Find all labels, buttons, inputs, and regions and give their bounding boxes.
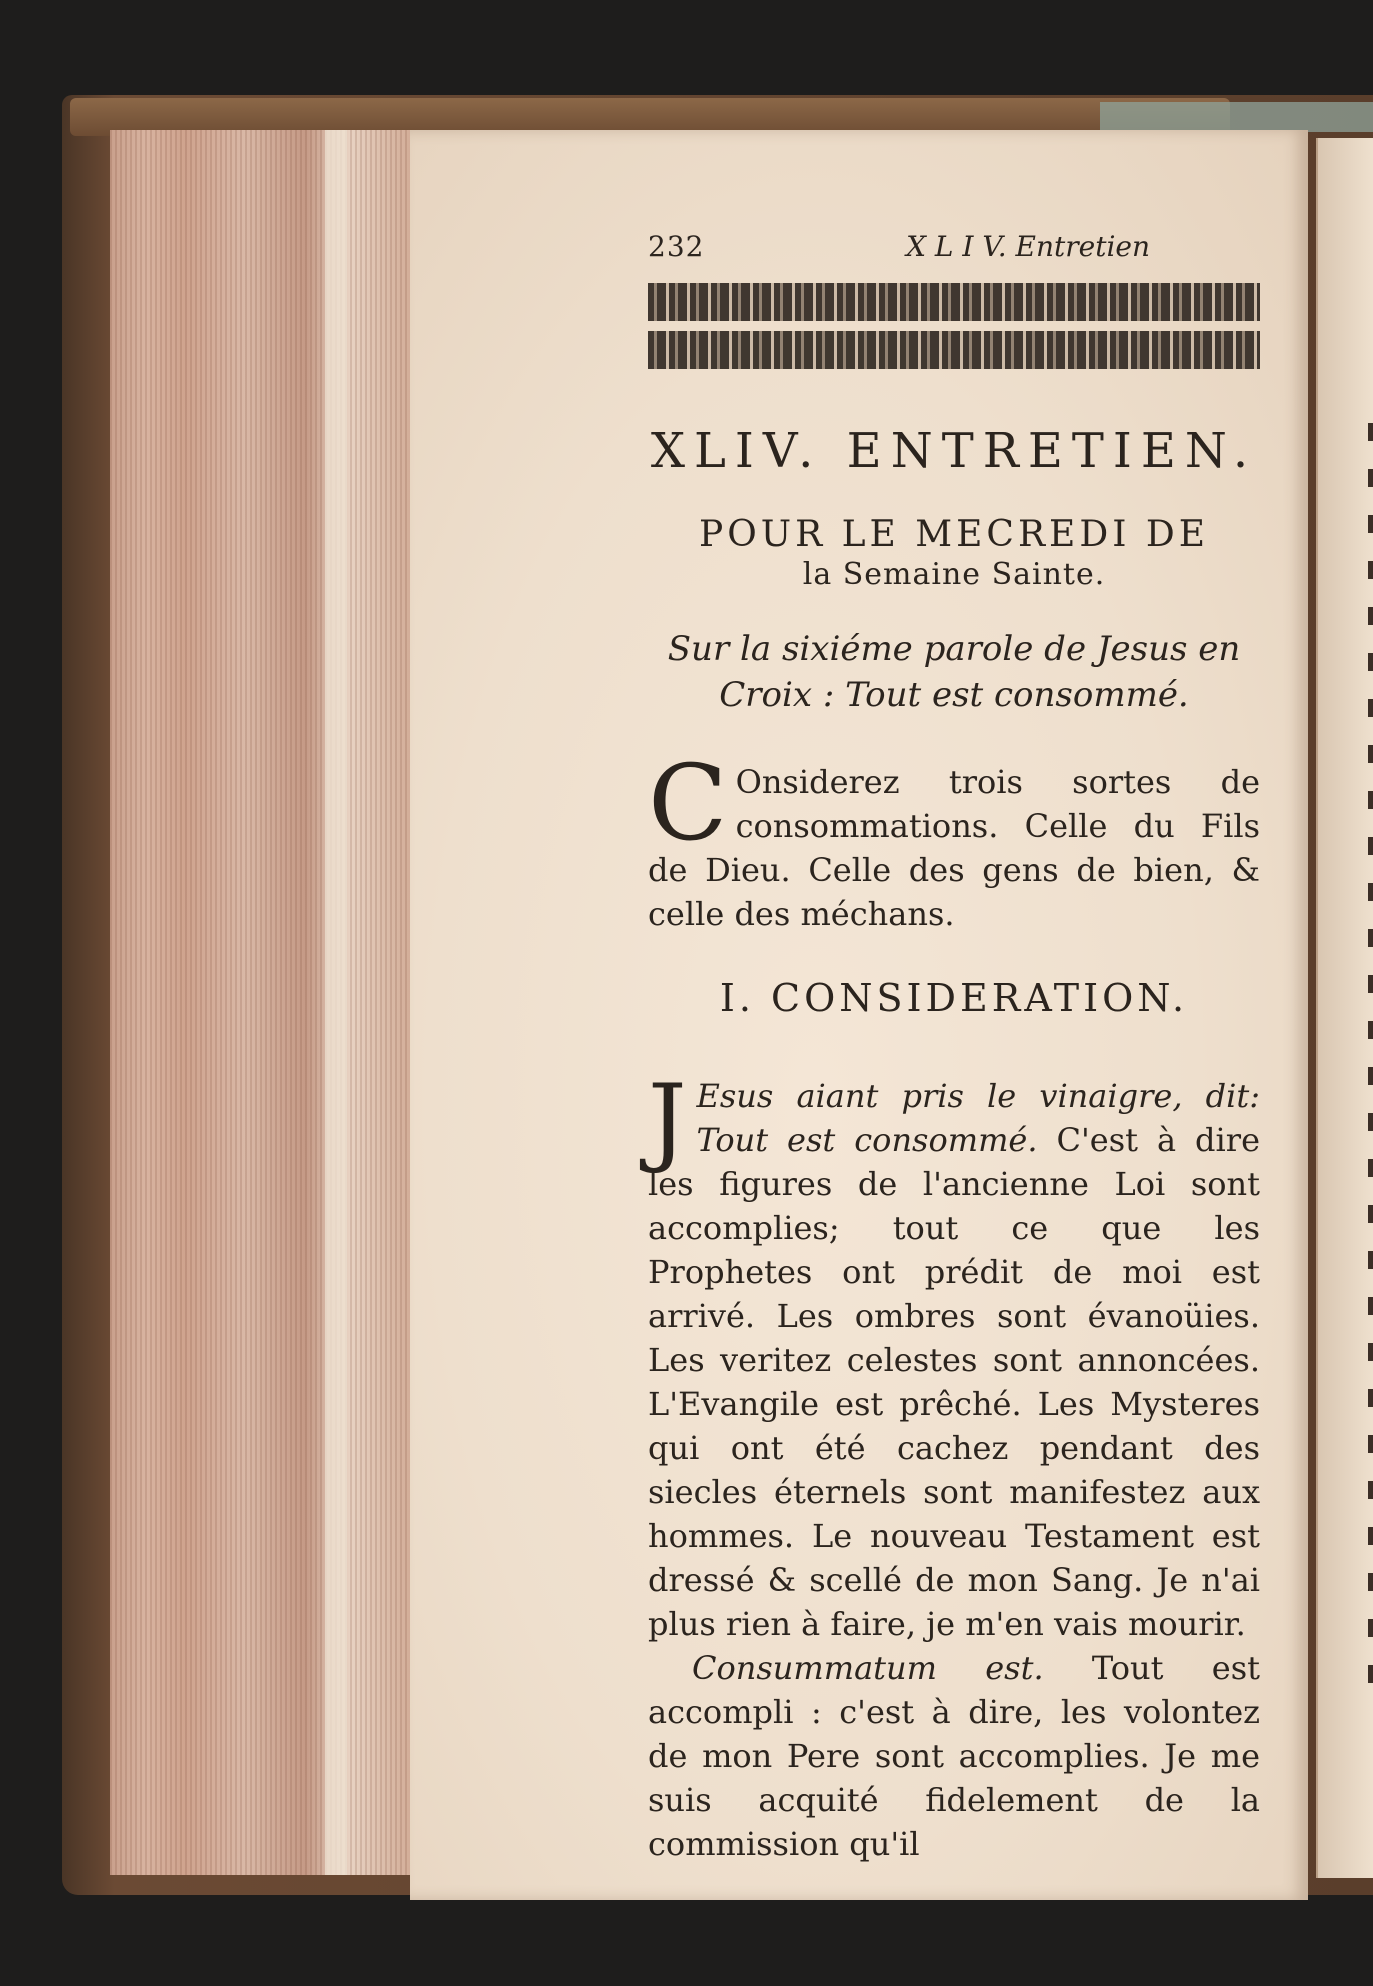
- para2-italic-lead: Consummatum est.: [692, 1649, 1044, 1687]
- section-paragraph-2: [648, 1646, 1260, 1866]
- headband: [1100, 102, 1373, 132]
- facing-page-edge: [1316, 138, 1373, 1878]
- running-title: X L I V. Entretien: [906, 230, 1150, 263]
- chapter-subtitle-line2: la Semaine Sainte.: [802, 557, 1106, 592]
- running-head: [648, 230, 1260, 263]
- page-number: 232: [648, 230, 705, 263]
- chapter-subtitle-line1: POUR LE MECREDI DE: [699, 514, 1209, 555]
- chapter-summary: [648, 626, 1260, 718]
- page-text: [648, 230, 1260, 1866]
- section-heading: I. CONSIDERATION.: [719, 976, 1189, 1020]
- chapter-title: XLIV. ENTRETIEN.: [650, 423, 1258, 479]
- decorative-ornament-band: [648, 283, 1260, 371]
- intro-paragraph: [648, 742, 1260, 936]
- summary-line1: Sur la sixiéme parole de Jesus en: [667, 629, 1241, 669]
- para1-text: C'est à dire les figures de l'ancienne Loi sont accomplies; tout ce que les Prophetes ont prédit de moi est arrivé. Les ombres sont évanoüies. Les veritez celestes sont annoncées. L'Evangile est prêché. Les Mysteres qui ont été cachez pendant des siecles éternels sont manifestez aux hommes. Le nouveau Testament est dressé & scellé de mon Sang. Je n'ai plus rien à faire, je m'en vais mourir.: [648, 1121, 1261, 1643]
- summary-line2: Croix : Tout est consommé.: [719, 675, 1189, 715]
- dropcap-c: C: [648, 742, 728, 864]
- para2-text: Tout est accompli : c'est à dire, les volontez de mon Pere sont accomplies. Je me suis acquité fidelement de la commission qu'il: [648, 1649, 1261, 1863]
- dropcap-j: J: [648, 1064, 687, 1176]
- section-paragraph-1: [648, 1064, 1261, 1646]
- page-block-edges: [110, 130, 410, 1875]
- intro-text: Onsiderez trois sortes de consommations. Celle du Fils de Dieu. Celle des gens de bien, & celle des méchans.: [648, 763, 1260, 933]
- para1-italic-lead: Esus aiant pris le vinaigre, dit: Tout est consommé.: [696, 1077, 1260, 1159]
